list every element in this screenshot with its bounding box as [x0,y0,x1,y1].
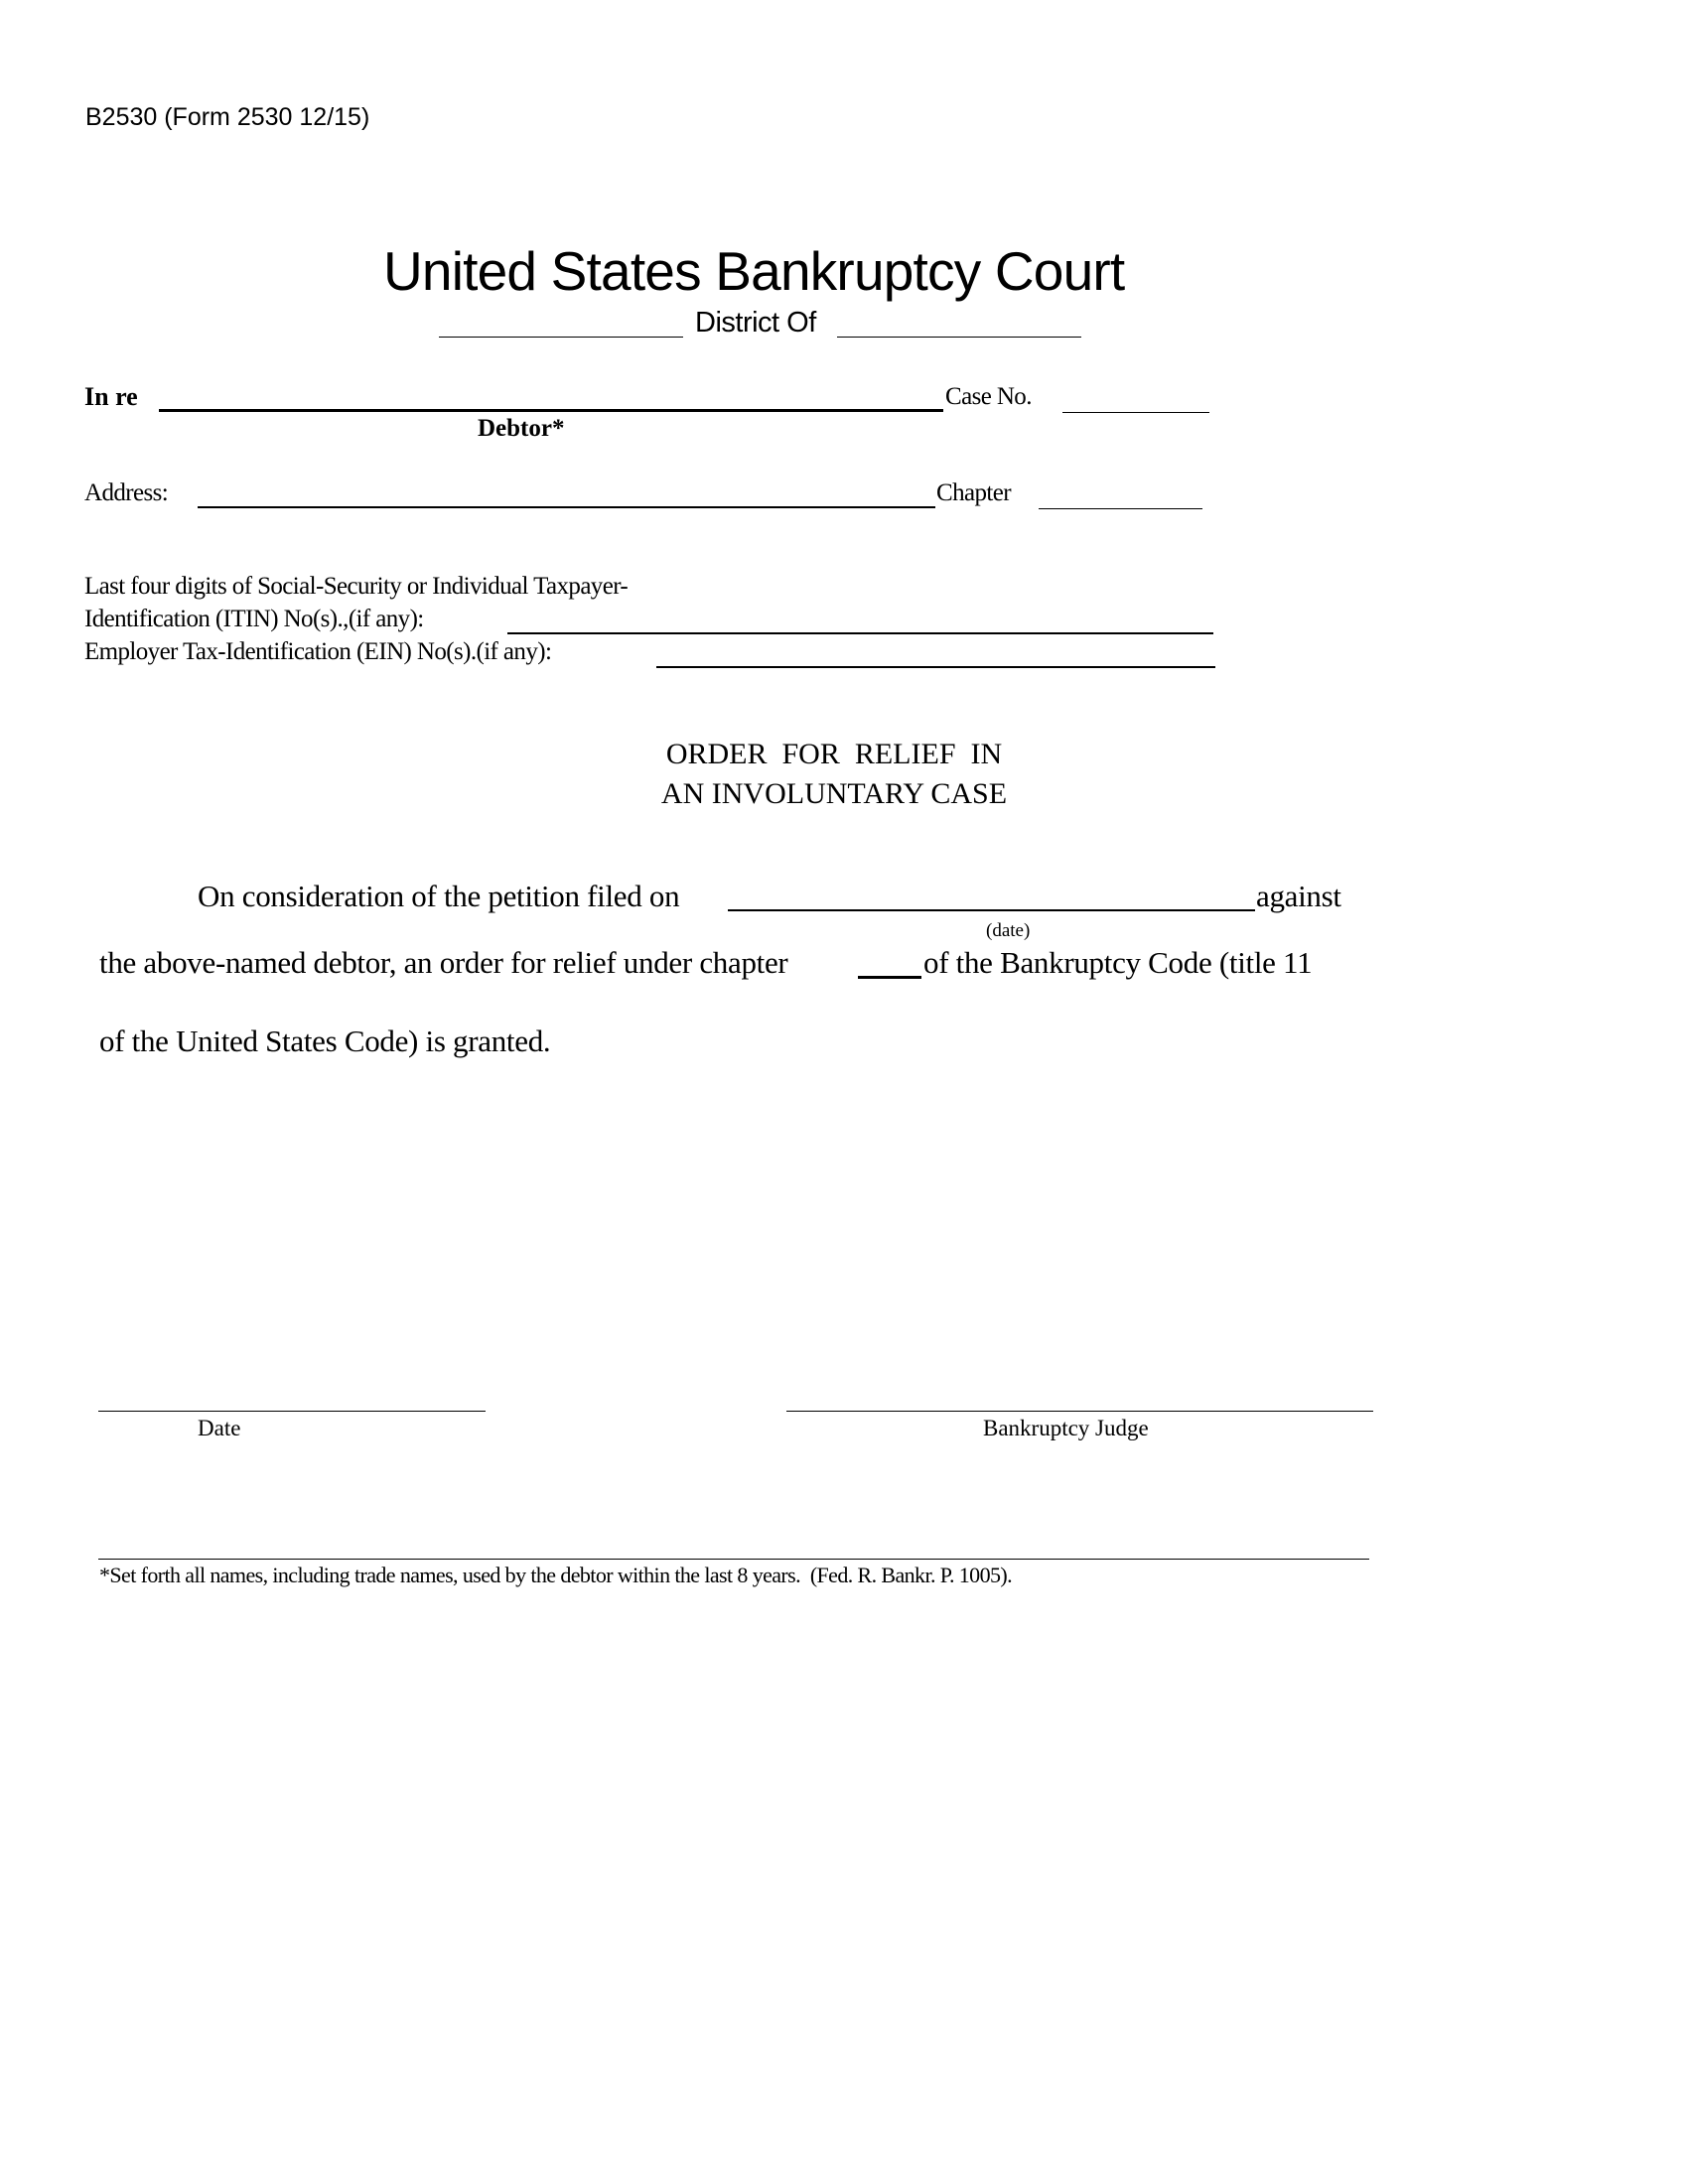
address-field[interactable] [198,506,935,508]
debtor-name-field[interactable] [159,409,943,412]
petition-date-field[interactable] [728,909,1255,911]
ssn-itin-field[interactable] [507,632,1213,634]
body-line3: of the United States Code) is granted. [99,1024,551,1058]
footnote-divider [98,1559,1369,1560]
ein-label: Employer Tax-Identification (EIN) No(s).(if any): [84,638,552,665]
body-line2-end: of the Bankruptcy Code (title 11 [923,945,1313,980]
date-label: Date [198,1416,241,1440]
address-label: Address: [84,479,169,506]
chapter-label: Chapter [936,479,1011,506]
in-re-label: In re [84,382,138,411]
form-id: B2530 (Form 2530 12/15) [85,103,370,131]
judge-signature-field[interactable] [786,1411,1373,1412]
body-line1-end: against [1256,879,1341,913]
body-line2-start: the above-named debtor, an order for relief under chapter [99,945,788,980]
case-no-text: Case No. [945,383,1032,410]
district-label: District Of [695,307,816,339]
signature-date-field[interactable] [98,1411,486,1412]
date-hint: (date) [986,920,1031,941]
judge-label: Bankruptcy Judge [983,1416,1149,1440]
case-no-field[interactable] [1062,412,1209,413]
district-left-blank[interactable] [439,337,683,338]
order-title-line2: AN INVOLUNTARY CASE [660,777,1008,810]
debtor-label: Debtor* [478,415,565,442]
ssn-label-line2: Identification (ITIN) No(s).,(if any): [84,606,424,632]
district-right-blank[interactable] [837,337,1081,338]
order-title-line1: ORDER FOR RELIEF IN [665,738,1003,770]
ssn-label-line1: Last four digits of Social-Security or Individual Taxpayer- [84,573,629,600]
case-no-label [945,384,1032,409]
footnote: *Set forth all names, including trade names, used by the debtor within the last 8 years. (Fed. R. Bankr. P. 1005). [99,1563,1012,1587]
chapter-field[interactable] [1039,508,1202,509]
body-line1-start: On consideration of the petition filed on [198,879,680,913]
court-title: United States Bankruptcy Court [383,240,1125,302]
chapter-number-field[interactable] [858,976,921,979]
ein-field[interactable] [656,666,1215,668]
